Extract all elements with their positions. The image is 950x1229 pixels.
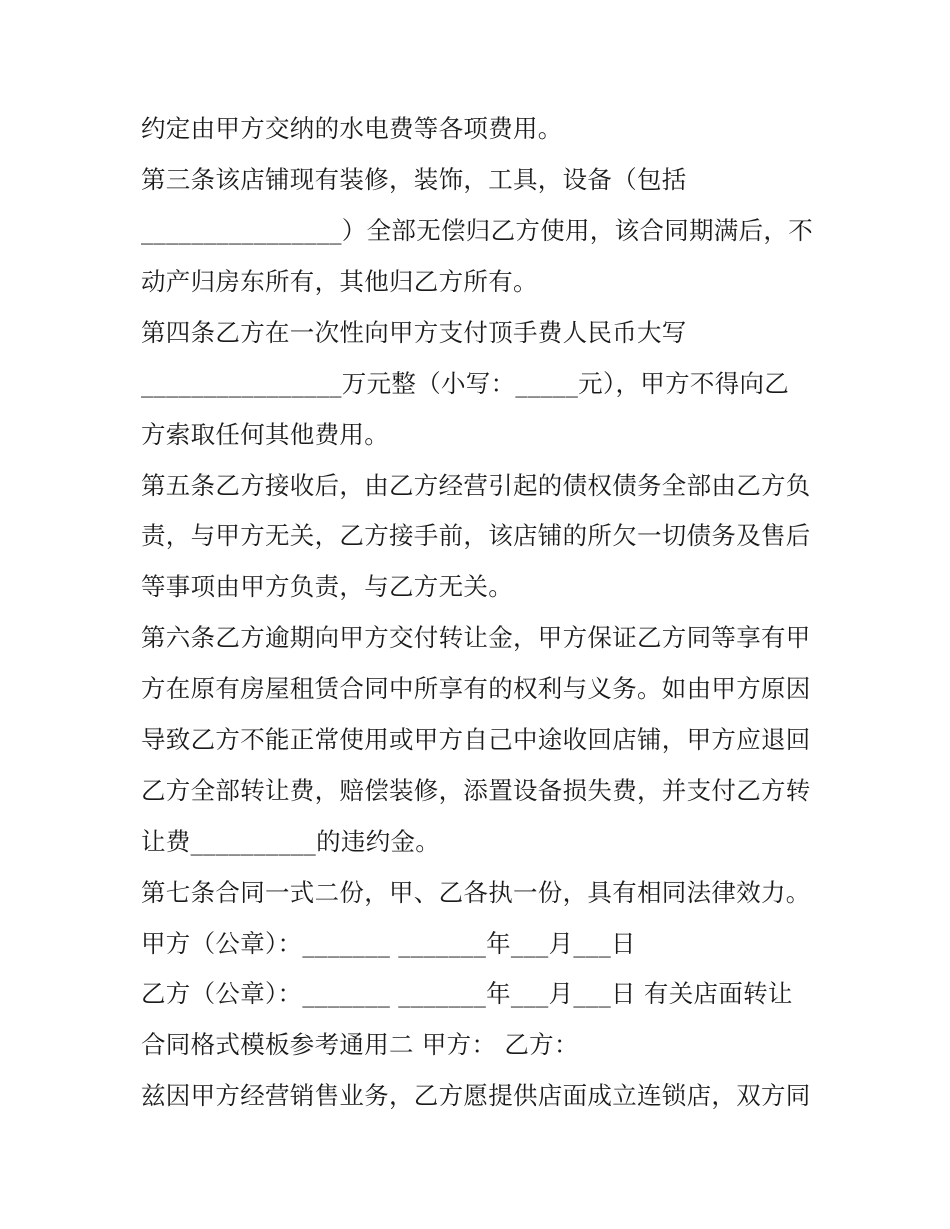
text-line-9: 责，与甲方无关，乙方接手前，该店铺的所欠一切债务及售后 (141, 521, 811, 550)
text-line-12: 方在原有房屋租赁合同中所享有的权利与义务。如由甲方原因 (141, 674, 811, 703)
text-line-19: 合同格式模板参考通用二 甲方： 乙方： (141, 1030, 579, 1059)
text-line-7: 方索取任何其他费用。 (141, 420, 389, 449)
text-line-1: 约定由甲方交纳的水电费等各项费用。 (141, 114, 563, 143)
text-line-18: 乙方（公章）：_______ _______年___月___日 有关店面转让 (141, 979, 793, 1008)
text-line-13: 导致乙方不能正常使用或甲方自己中途收回店铺，甲方应退回 (141, 725, 811, 754)
text-line-15: 让费__________的违约金。 (141, 827, 441, 856)
text-line-4: 动产归房东所有，其他归乙方所有。 (141, 267, 538, 296)
text-line-8: 第五条乙方接收后，由乙方经营引起的债权债务全部由乙方负 (141, 471, 811, 500)
text-line-20: 兹因甲方经营销售业务，乙方愿提供店面成立连锁店，双方同 (141, 1081, 811, 1110)
text-line-11: 第六条乙方逾期向甲方交付转让金，甲方保证乙方同等享有甲 (141, 623, 811, 652)
text-line-17: 甲方（公章）：_______ _______年___月___日 (141, 929, 636, 958)
text-line-10: 等事项由甲方负责，与乙方无关。 (141, 572, 513, 601)
text-line-5: 第四条乙方在一次性向甲方支付顶手费人民币大写 (141, 318, 687, 347)
text-line-6: ________________万元整（小写：_____元），甲方不得向乙 (141, 369, 790, 398)
text-line-14: 乙方全部转让费，赔偿装修，添置设备损失费，并支付乙方转 (141, 776, 811, 805)
text-line-16: 第七条合同一式二份，甲、乙各执一份，具有相同法律效力。 (141, 878, 811, 907)
text-line-2: 第三条该店铺现有装修，装饰，工具，设备（包括 (141, 165, 687, 194)
text-line-3: ________________）全部无偿归乙方使用，该合同期满后，不 (141, 216, 813, 245)
